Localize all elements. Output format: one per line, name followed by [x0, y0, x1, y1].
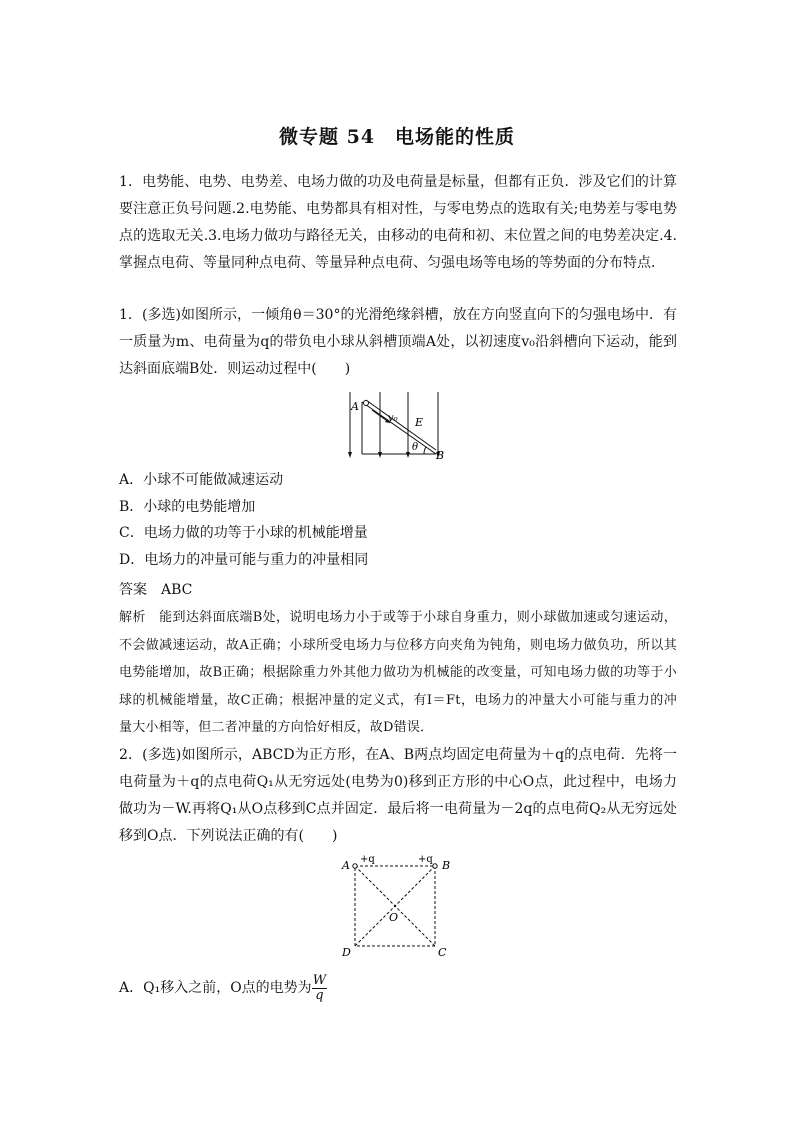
question-2-figure	[338, 852, 458, 964]
charge-a	[353, 864, 357, 868]
page-title: 微专题 54 电场能的性质	[278, 126, 516, 148]
fraction-numerator: W	[312, 972, 327, 988]
label-b: B	[442, 859, 451, 872]
label-d: D	[342, 946, 351, 959]
field-arrowhead	[378, 452, 382, 458]
question-1-option-c: C．电场力做的功等于小球的机械能增量	[119, 525, 368, 541]
fraction-denominator: q	[315, 987, 324, 1003]
label-charge-b: +q	[418, 854, 433, 865]
question-1-figure	[338, 390, 450, 462]
angle-arc	[424, 447, 426, 454]
fraction-w-over-q	[312, 974, 327, 1003]
label-v0: v₀	[388, 413, 398, 424]
charge-b	[433, 864, 437, 868]
question-2-option-a	[119, 968, 327, 1008]
question-1-text: 1．(多选)如图所示，一倾角θ＝30°的光滑绝缘斜槽，放在方向竖直向下的匀强电场中．有一质量为m、电荷量为q的带负电小球从斜槽顶端A处，以初速度v₀沿斜槽向下运动，能到达斜面底端B处．则运动过程中( )	[119, 307, 677, 377]
question-2-text: 2．(多选)如图所示，ABCD为正方形，在A、B两点均固定电荷量为＋q的点电荷．先将一电荷量为＋q的点电荷Q₁从无穷远处(电势为0)移到正方形的中心O点，此过程中，电场力做功为－W.再将Q₁从O点移到C点并固定．最后将一电荷量为－2q的点电荷Q₂从无穷远处移到O点．下列说法正确的有( )	[119, 747, 677, 844]
option-a-text: A．Q₁移入之前，O点的电势为	[119, 980, 312, 996]
label-theta: θ	[412, 442, 419, 453]
label-b: B	[436, 449, 445, 462]
label-o: O	[389, 911, 399, 924]
label-a: A	[351, 400, 359, 413]
question-1-option-a: A．小球不可能做减速运动	[119, 472, 284, 488]
field-arrowhead	[348, 452, 352, 458]
label-c: C	[438, 946, 447, 959]
label-a: A	[342, 859, 350, 872]
intro-paragraph: 1．电势能、电势、电势差、电场力做的功及电荷量是标量，但都有正负．涉及它们的计算要注意正负号问题.2.电势能、电势都具有相对性，与零电势点的选取有关;电势差与零电势点的选取无关.3.电场力做功与路径无关，由移动的电荷和初、末位置之间的电势差决定.4.掌握点电荷、等量同种点电荷、等量异种点电荷、匀强电场等电场的等势面的分布特点．	[119, 174, 677, 271]
question-1-option-b: B．小球的电势能增加	[119, 499, 256, 515]
incline-slope	[362, 402, 436, 454]
label-e: E	[415, 416, 424, 429]
question-1-option-d: D．电场力的冲量可能与重力的冲量相同	[119, 552, 369, 568]
question-1-analysis: 解析 能到达斜面底端B处，说明电场力小于或等于小球自身重力，则小球做加速或匀速运动，不会做减速运动，故A正确；小球所受电场力与位移方向夹角为钝角，则电场力做负功，所以其电势能增加，故B正确；根据除重力外其他力做功为机械能的改变量，可知电场力做的功等于小球的机械能增量，故C正确；根据冲量的定义式，有I＝Ft，电场力的冲量大小可能与重力的冲量大小相等，但二者冲量的方向恰好相反，故D错误．	[119, 610, 677, 735]
question-1-answer: 答案 ABC	[119, 582, 193, 598]
incline-groove	[366, 400, 436, 450]
field-arrowhead	[406, 452, 410, 458]
ball	[364, 401, 369, 406]
label-charge-a: +q	[360, 854, 375, 865]
